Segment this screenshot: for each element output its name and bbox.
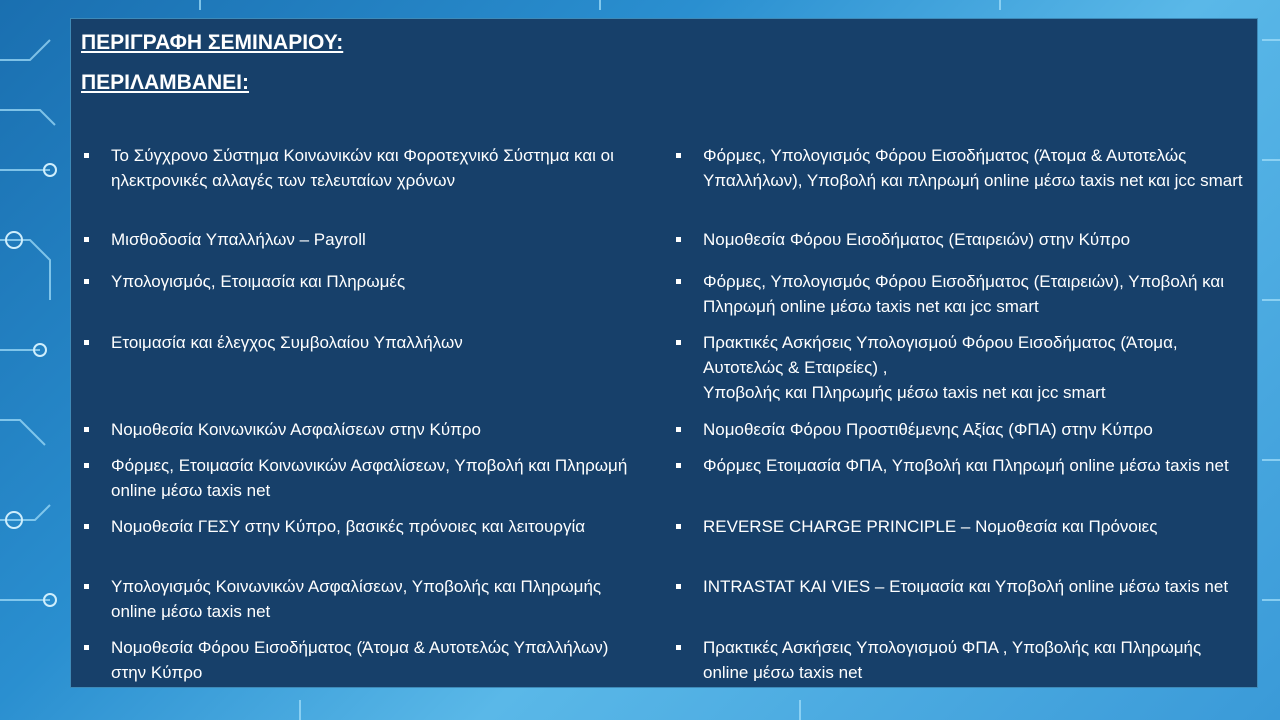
list-item: Φόρμες Ετοιμασία ΦΠΑ, Υποβολή και Πληρωμή online μέσω taxis net (703, 453, 1248, 478)
bullet-icon (676, 279, 681, 284)
bullet-icon (84, 584, 89, 589)
bullet-icon (676, 524, 681, 529)
slide-subtitle: ΠΕΡΙΛΑΜΒΑΝΕΙ: (81, 71, 250, 94)
bullet-icon (676, 153, 681, 158)
slide-title: ΠΕΡΙΓΡΑΦΗ ΣΕΜΙΝΑΡΙΟΥ: (81, 31, 344, 54)
bullet-icon (676, 645, 681, 650)
list-item: Νομοθεσία Κοινωνικών Ασφαλίσεων στην Κύπρο (111, 417, 646, 442)
list-item: Φόρμες, Υπολογισμός Φόρου Εισοδήματος (Άτομα & Αυτοτελώς Υπαλλήλων), Υποβολή και πληρωμή online μέσω taxis net και jcc smart (703, 143, 1248, 193)
list-item: Νομοθεσία Φόρου Εισοδήματος (Άτομα & Αυτοτελώς Υπαλλήλων) στην Κύπρο (111, 635, 646, 685)
list-item: INTRASTAT ΚΑΙ VIES – Ετοιμασία και Υποβολή online μέσω taxis net (703, 574, 1248, 599)
list-item: Φόρμες, Υπολογισμός Φόρου Εισοδήματος (Εταιρειών), Υποβολή και Πληρωμή online μέσω taxis net και jcc smart (703, 269, 1248, 319)
bullet-icon (84, 153, 89, 158)
list-item: Ετοιμασία και έλεγχος Συμβολαίου Υπαλλήλων (111, 330, 646, 355)
list-item: Υπολογισμός, Ετοιμασία και Πληρωμές (111, 269, 646, 294)
list-item-continuation: Υποβολής και Πληρωμής μέσω taxis net και jcc smart (703, 383, 1106, 402)
bullet-icon (676, 584, 681, 589)
list-item: Νομοθεσία Φόρου Εισοδήματος (Εταιρειών) στην Κύπρο (703, 227, 1248, 252)
list-item: Το Σύγχρονο Σύστημα Κοινωνικών και Φοροτεχνικό Σύστημα και οι ηλεκτρονικές αλλαγές των τελευταίων χρόνων (111, 143, 646, 193)
bullet-icon (676, 427, 681, 432)
bullet-icon (676, 237, 681, 242)
list-item: Πρακτικές Ασκήσεις Υπολογισμού Φόρου Εισοδήματος (Άτομα, Αυτοτελώς & Εταιρείες) , (703, 330, 1248, 380)
list-item: Φόρμες, Ετοιμασία Κοινωνικών Ασφαλίσεων, Υποβολή και Πληρωμή online μέσω taxis net (111, 453, 646, 503)
list-item: REVERSE CHARGE PRINCIPLE – Νομοθεσία και Πρόνοιες (703, 514, 1248, 539)
bullet-icon (84, 524, 89, 529)
list-item: Νομοθεσία Φόρου Προστιθέμενης Αξίας (ΦΠΑ) στην Κύπρο (703, 417, 1248, 442)
bullet-icon (676, 463, 681, 468)
bullet-icon (84, 645, 89, 650)
list-item: Μισθοδοσία Υπαλλήλων – Payroll (111, 227, 646, 252)
list-item: Υπολογισμός Κοινωνικών Ασφαλίσεων, Υποβολής και Πληρωμής online μέσω taxis net (111, 574, 646, 624)
bullet-icon (84, 279, 89, 284)
bullet-icon (84, 427, 89, 432)
bullet-icon (84, 340, 89, 345)
bullet-icon (676, 340, 681, 345)
content-panel (70, 18, 1258, 688)
bullet-icon (84, 463, 89, 468)
list-item: Πρακτικές Ασκήσεις Υπολογισμού ΦΠΑ , Υποβολής και Πληρωμής online μέσω taxis net (703, 635, 1248, 685)
list-item: Νομοθεσία ΓΕΣΥ στην Κύπρο, βασικές πρόνοιες και λειτουργία (111, 514, 646, 539)
bullet-icon (84, 237, 89, 242)
